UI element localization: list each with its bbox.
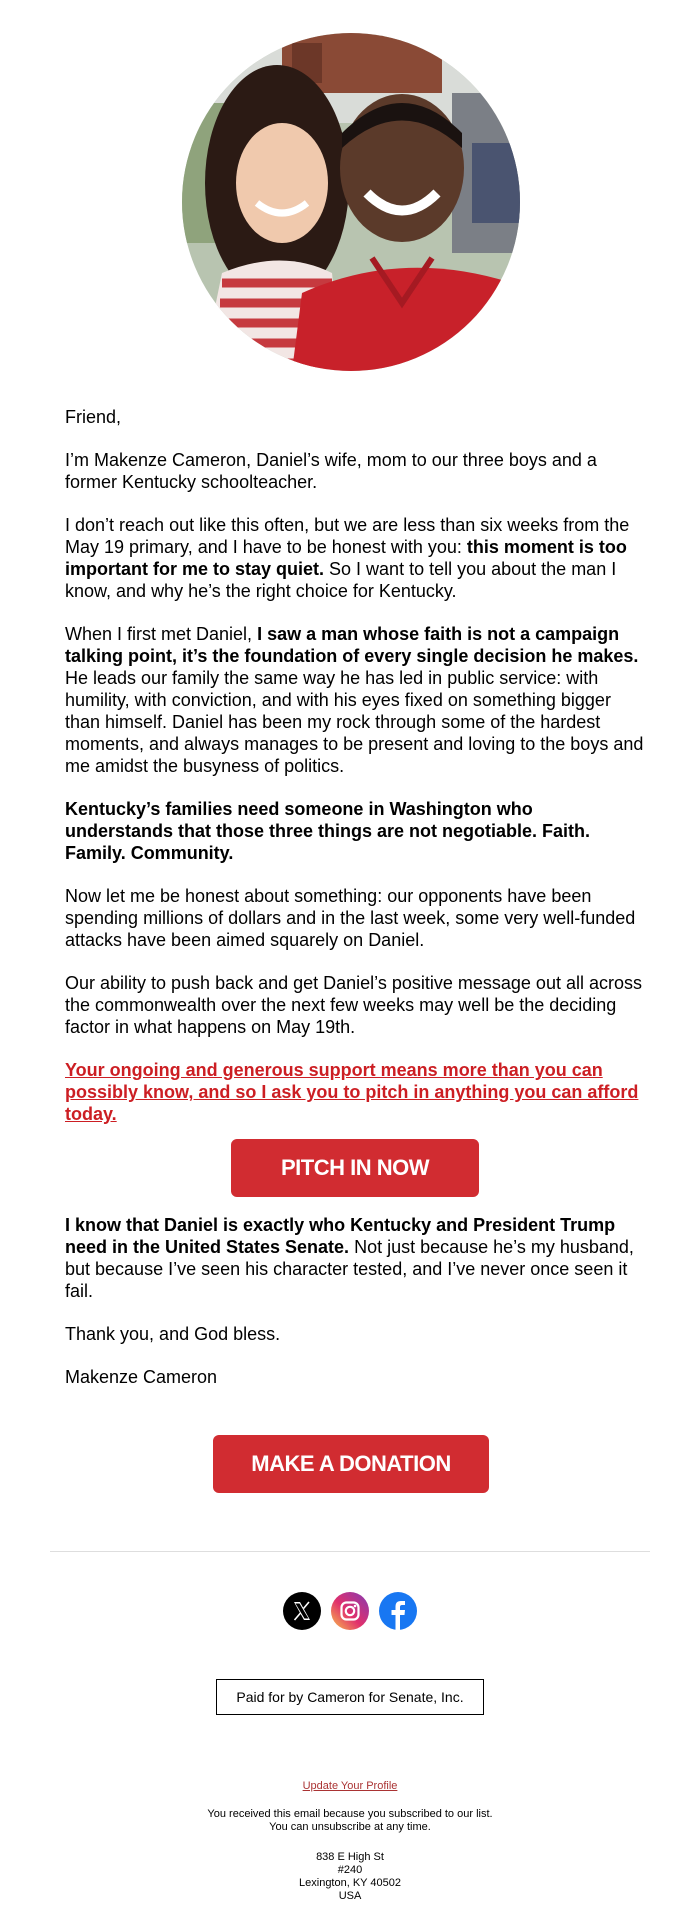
paragraph-families: Kentucky’s families need someone in Washington who understands that those three things are not negotiable. Faith. Family. Community. [65, 799, 591, 863]
paragraph-opponents: Now let me be honest about something: our opponents have been spending millions of dollars and in the last week, some very well-funded attacks have been aimed squarely on Daniel. [65, 886, 636, 950]
hero-photo [182, 33, 520, 371]
make-a-donation-button[interactable]: MAKE A DONATION [213, 1435, 489, 1493]
subscription-note: You received this email because you subscribed to our list. You can unsubscribe at any time. [207, 1808, 493, 1833]
paragraph-pushback: Our ability to push back and get Daniel’s positive message out all across the commonwealth over the next few weeks may well be the deciding factor in what happens on May 19th. [65, 973, 642, 1037]
footer-divider [50, 1551, 650, 1552]
paragraph-faith: When I first met Daniel, I saw a man whose faith is not a campaign talking point, it’s the foundation of every single decision he makes. He leads our family the same way he has led in public service: with humility, with conviction, and with his eyes fixed on something bigger than himself. Daniel has been my rock through some of the hardest moments, and always manages to be present and loving to the boys and me amidst the busyness of politics. [65, 624, 644, 776]
closing: Thank you, and God bless. [65, 1324, 281, 1344]
paragraph-primary: I don’t reach out like this often, but we are less than six weeks from the May 19 primary, and I have to be honest with you: this moment is too important for me to stay quiet. So I want to tell you about the man I know, and why he’s the right choice for Kentucky. [65, 515, 630, 601]
x-icon[interactable] [283, 1592, 321, 1630]
instagram-icon[interactable] [331, 1592, 369, 1630]
facebook-icon[interactable] [379, 1592, 417, 1630]
mailing-address: 838 E High St #240 Lexington, KY 40502 USA [299, 1851, 401, 1902]
paid-for-disclaimer: Paid for by Cameron for Senate, Inc. [216, 1679, 484, 1715]
signature: Makenze Cameron [65, 1367, 218, 1387]
social-links [0, 1592, 700, 1630]
pitch-in-now-button[interactable]: PITCH IN NOW [231, 1139, 479, 1197]
support-cta-link[interactable]: Your ongoing and generous support means more than you can possibly know, and so I ask you to pitch in anything you can afford today. [65, 1060, 639, 1124]
update-profile-link[interactable]: Update Your Profile [302, 1780, 398, 1792]
greeting: Friend, [65, 407, 122, 427]
paragraph-intro: I’m Makenze Cameron, Daniel’s wife, mom to our three boys and a former Kentucky schoolteacher. [65, 450, 597, 492]
paragraph-senate: I know that Daniel is exactly who Kentucky and President Trump need in the United States Senate. Not just because he’s my husband, but because I’ve seen his character tested, and I’ve never once seen it fail. [65, 1215, 634, 1301]
letter-body [65, 406, 645, 1409]
